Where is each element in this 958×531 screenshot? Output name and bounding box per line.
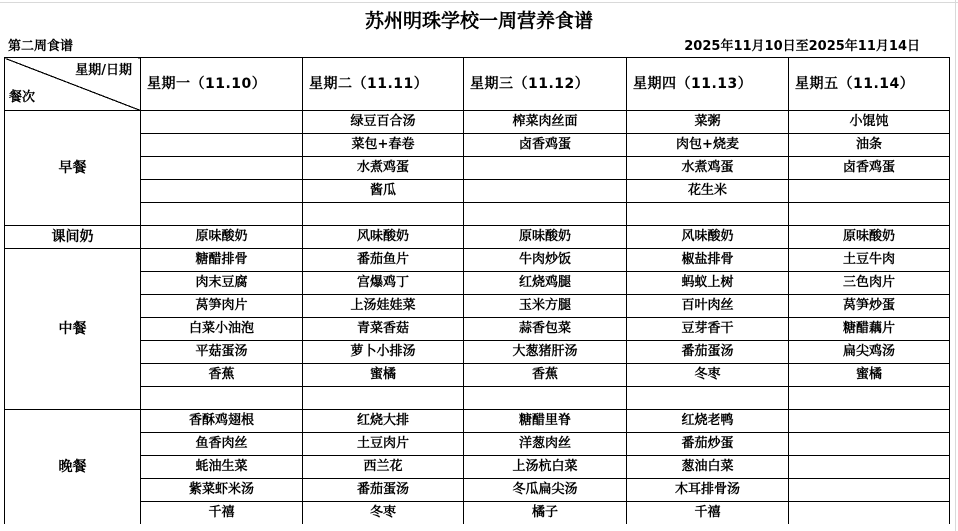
menu-cell: 橘子 xyxy=(464,502,627,525)
menu-cell: 扁尖鸡汤 xyxy=(789,341,950,364)
menu-cell: 绿豆百合汤 xyxy=(303,111,464,134)
menu-cell: 糖醋排骨 xyxy=(141,249,303,272)
day-header-fri: 星期五（11.14） xyxy=(789,58,950,111)
menu-cell: 百叶肉丝 xyxy=(627,295,789,318)
table-row xyxy=(5,226,950,249)
table-row xyxy=(5,479,950,502)
menu-cell: 原味酸奶 xyxy=(464,226,627,249)
menu-cell xyxy=(464,203,627,226)
menu-cell: 原味酸奶 xyxy=(789,226,950,249)
day-header-mon: 星期一（11.10） xyxy=(141,58,303,111)
menu-cell xyxy=(303,387,464,410)
grid-line xyxy=(0,2,958,3)
menu-cell: 风味酸奶 xyxy=(303,226,464,249)
table-row xyxy=(5,341,950,364)
menu-cell xyxy=(141,111,303,134)
menu-cell: 木耳排骨汤 xyxy=(627,479,789,502)
menu-cell xyxy=(789,456,950,479)
menu-cell: 土豆肉片 xyxy=(303,433,464,456)
menu-cell xyxy=(627,387,789,410)
menu-cell: 千禧 xyxy=(141,502,303,525)
menu-cell: 红烧大排 xyxy=(303,410,464,433)
menu-cell: 油条 xyxy=(789,134,950,157)
menu-cell: 洋葱肉丝 xyxy=(464,433,627,456)
menu-cell: 玉米方腿 xyxy=(464,295,627,318)
menu-cell: 三色肉片 xyxy=(789,272,950,295)
menu-cell: 牛肉炒饭 xyxy=(464,249,627,272)
menu-cell: 香蕉 xyxy=(464,364,627,387)
table-row xyxy=(5,410,950,433)
menu-cell: 香酥鸡翅根 xyxy=(141,410,303,433)
menu-cell xyxy=(789,203,950,226)
table-row xyxy=(5,295,950,318)
grid-line xyxy=(955,0,956,531)
menu-cell: 糖醋里脊 xyxy=(464,410,627,433)
table-row xyxy=(5,318,950,341)
menu-cell xyxy=(789,410,950,433)
menu-cell: 冬枣 xyxy=(303,502,464,525)
menu-cell: 原味酸奶 xyxy=(141,226,303,249)
table-row xyxy=(5,111,950,134)
menu-cell: 蚝油生菜 xyxy=(141,456,303,479)
menu-cell: 大葱猪肝汤 xyxy=(464,341,627,364)
menu-cell: 蒜香包菜 xyxy=(464,318,627,341)
corner-bottom-label: 餐次 xyxy=(9,90,36,105)
menu-cell: 卤香鸡蛋 xyxy=(464,134,627,157)
menu-cell: 平菇蛋汤 xyxy=(141,341,303,364)
menu-cell: 菜粥 xyxy=(627,111,789,134)
menu-cell: 花生米 xyxy=(627,180,789,203)
menu-cell: 宫爆鸡丁 xyxy=(303,272,464,295)
menu-cell: 青菜香菇 xyxy=(303,318,464,341)
table-row xyxy=(5,249,950,272)
header-row xyxy=(5,58,950,111)
menu-cell: 蚂蚁上树 xyxy=(627,272,789,295)
menu-cell xyxy=(789,502,950,525)
menu-cell: 冬瓜扁尖汤 xyxy=(464,479,627,502)
day-header-wed: 星期三（11.12） xyxy=(464,58,627,111)
menu-cell: 葱油白菜 xyxy=(627,456,789,479)
menu-cell: 番茄炒蛋 xyxy=(627,433,789,456)
menu-cell xyxy=(789,387,950,410)
menu-cell: 蜜橘 xyxy=(789,364,950,387)
menu-cell: 千禧 xyxy=(627,502,789,525)
meal-label-lunch: 中餐 xyxy=(5,249,141,410)
meal-label-snack: 课间奶 xyxy=(5,226,141,249)
menu-cell: 紫菜虾米汤 xyxy=(141,479,303,502)
menu-cell xyxy=(141,134,303,157)
menu-cell xyxy=(141,387,303,410)
day-header-thu: 星期四（11.13） xyxy=(627,58,789,111)
date-range: 2025年11月10日至2025年11月14日 xyxy=(684,39,920,54)
menu-cell: 豆芽香干 xyxy=(627,318,789,341)
menu-cell: 肉末豆腐 xyxy=(141,272,303,295)
menu-cell xyxy=(627,203,789,226)
meal-label-breakfast: 早餐 xyxy=(5,111,141,226)
table-row xyxy=(5,456,950,479)
menu-cell: 白菜小油泡 xyxy=(141,318,303,341)
menu-cell xyxy=(464,387,627,410)
day-header-tue: 星期二（11.11） xyxy=(303,58,464,111)
menu-cell xyxy=(789,433,950,456)
menu-cell xyxy=(141,180,303,203)
menu-title: 苏州明珠学校一周营养食谱 xyxy=(364,10,593,32)
table-row xyxy=(5,203,950,226)
table-row xyxy=(5,157,950,180)
weekly-menu-table xyxy=(4,57,950,524)
menu-cell: 蜜橘 xyxy=(303,364,464,387)
table-row xyxy=(5,502,950,525)
menu-cell: 萝卜小排汤 xyxy=(303,341,464,364)
menu-cell: 糖醋藕片 xyxy=(789,318,950,341)
menu-cell: 番茄蛋汤 xyxy=(303,479,464,502)
menu-cell: 酱瓜 xyxy=(303,180,464,203)
meal-label-dinner: 晚餐 xyxy=(5,410,141,525)
menu-cell xyxy=(464,180,627,203)
corner-top-label: 星期/日期 xyxy=(75,63,132,78)
table-row xyxy=(5,272,950,295)
menu-cell: 莴笋肉片 xyxy=(141,295,303,318)
corner-cell xyxy=(5,58,141,111)
week-label: 第二周食谱 xyxy=(8,39,74,54)
menu-cell: 水煮鸡蛋 xyxy=(303,157,464,180)
menu-cell: 西兰花 xyxy=(303,456,464,479)
menu-cell: 水煮鸡蛋 xyxy=(627,157,789,180)
menu-cell xyxy=(141,203,303,226)
table-row xyxy=(5,387,950,410)
menu-cell: 上汤杭白菜 xyxy=(464,456,627,479)
menu-cell: 小馄饨 xyxy=(789,111,950,134)
menu-cell: 莴笋炒蛋 xyxy=(789,295,950,318)
menu-cell: 冬枣 xyxy=(627,364,789,387)
menu-cell xyxy=(789,180,950,203)
menu-cell xyxy=(464,157,627,180)
table-row xyxy=(5,180,950,203)
menu-cell: 卤香鸡蛋 xyxy=(789,157,950,180)
menu-cell: 红烧鸡腿 xyxy=(464,272,627,295)
menu-cell: 风味酸奶 xyxy=(627,226,789,249)
menu-cell: 香蕉 xyxy=(141,364,303,387)
menu-cell: 菜包+春卷 xyxy=(303,134,464,157)
table-row xyxy=(5,364,950,387)
menu-cell: 榨菜肉丝面 xyxy=(464,111,627,134)
table-row xyxy=(5,134,950,157)
menu-cell: 肉包+烧麦 xyxy=(627,134,789,157)
menu-cell: 番茄蛋汤 xyxy=(627,341,789,364)
menu-cell: 上汤娃娃菜 xyxy=(303,295,464,318)
menu-cell xyxy=(303,203,464,226)
menu-cell: 土豆牛肉 xyxy=(789,249,950,272)
menu-cell: 番茄鱼片 xyxy=(303,249,464,272)
menu-cell: 红烧老鸭 xyxy=(627,410,789,433)
table-row xyxy=(5,433,950,456)
menu-cell xyxy=(789,479,950,502)
menu-cell: 鱼香肉丝 xyxy=(141,433,303,456)
menu-cell: 椒盐排骨 xyxy=(627,249,789,272)
menu-cell xyxy=(141,157,303,180)
